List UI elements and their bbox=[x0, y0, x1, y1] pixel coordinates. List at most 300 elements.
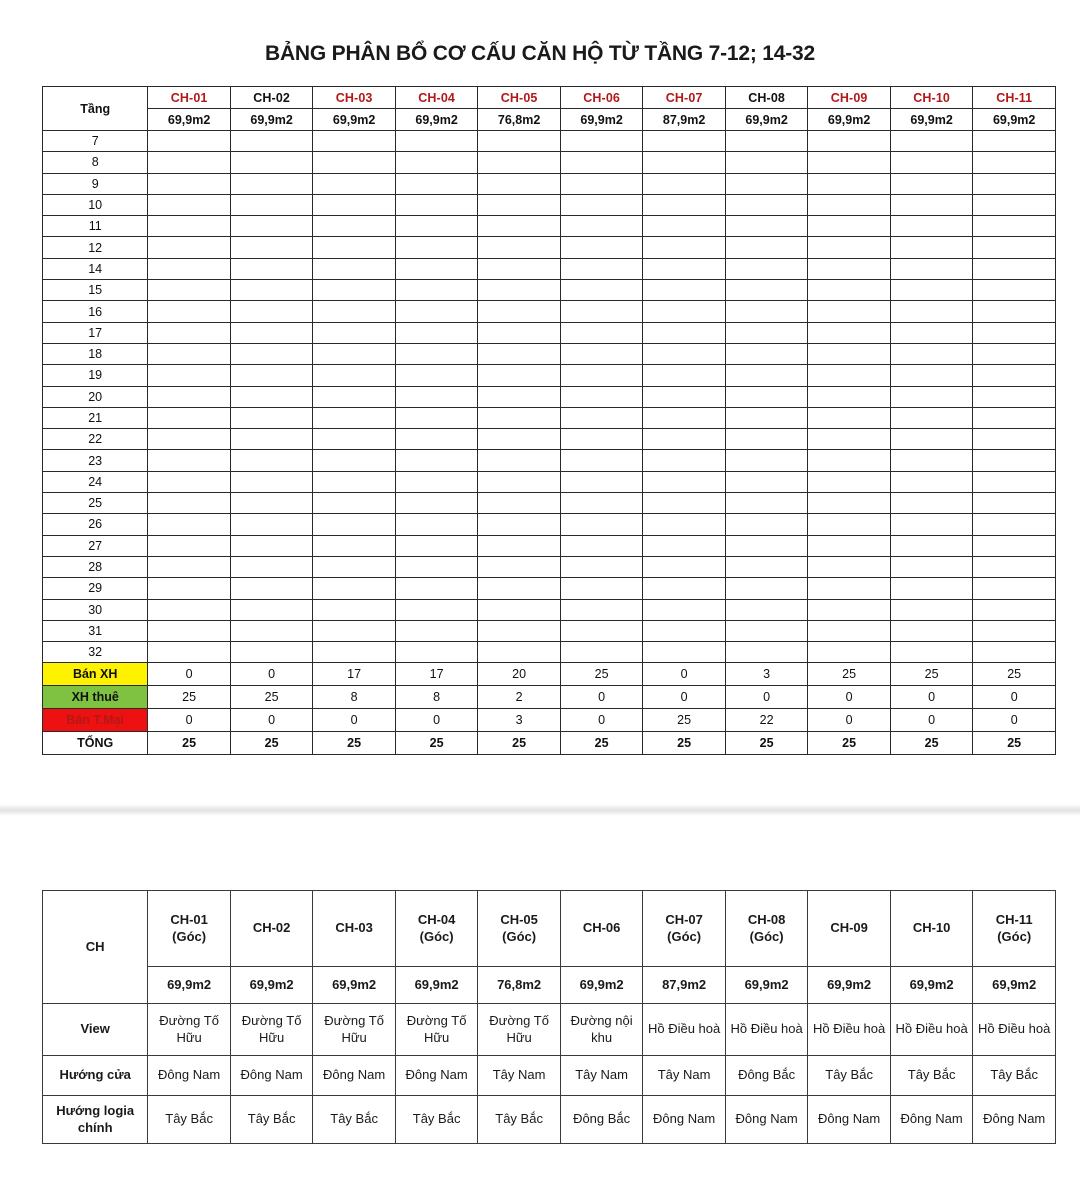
attr-code-text: CH-08 bbox=[747, 911, 786, 927]
column-area-ch-10: 69,9m2 bbox=[890, 109, 973, 131]
status-cell-ch-07-floor-14[interactable] bbox=[643, 258, 726, 279]
summary-value: 0 bbox=[808, 709, 891, 732]
status-cell-ch-10-floor-10[interactable] bbox=[890, 194, 973, 215]
status-cell-ch-03-floor-15[interactable] bbox=[313, 280, 396, 301]
status-cell-ch-02-floor-7[interactable] bbox=[230, 131, 313, 152]
status-cell-ch-11-floor-18[interactable] bbox=[973, 343, 1056, 364]
status-cell-ch-04-floor-24[interactable] bbox=[395, 471, 478, 492]
status-cell-ch-08-floor-12[interactable] bbox=[725, 237, 808, 258]
status-cell-ch-02-floor-27[interactable] bbox=[230, 535, 313, 556]
status-cell-ch-06-floor-25[interactable] bbox=[560, 493, 643, 514]
status-cell-ch-01-floor-17[interactable] bbox=[148, 322, 231, 343]
attr-logia-direction-ch-06: Đông Bắc bbox=[560, 1096, 643, 1144]
status-cell-ch-08-floor-15[interactable] bbox=[725, 280, 808, 301]
column-area-ch-09: 69,9m2 bbox=[808, 109, 891, 131]
table-row bbox=[43, 322, 1056, 343]
status-cell-ch-05-floor-21[interactable] bbox=[478, 407, 561, 428]
summary-label: TỔNG bbox=[43, 732, 148, 755]
status-cell-ch-07-floor-10[interactable] bbox=[643, 194, 726, 215]
status-cell-ch-06-floor-23[interactable] bbox=[560, 450, 643, 471]
status-cell-ch-05-floor-15[interactable] bbox=[478, 280, 561, 301]
status-cell-ch-04-floor-17[interactable] bbox=[395, 322, 478, 343]
status-cell-ch-07-floor-27[interactable] bbox=[643, 535, 726, 556]
status-cell-ch-02-floor-17[interactable] bbox=[230, 322, 313, 343]
status-cell-ch-08-floor-31[interactable] bbox=[725, 620, 808, 641]
status-cell-ch-01-floor-20[interactable] bbox=[148, 386, 231, 407]
status-cell-ch-03-floor-14[interactable] bbox=[313, 258, 396, 279]
status-cell-ch-10-floor-23[interactable] bbox=[890, 450, 973, 471]
status-cell-ch-10-floor-21[interactable] bbox=[890, 407, 973, 428]
status-cell-ch-10-floor-15[interactable] bbox=[890, 280, 973, 301]
status-cell-ch-01-floor-18[interactable] bbox=[148, 343, 231, 364]
status-cell-ch-11-floor-28[interactable] bbox=[973, 556, 1056, 577]
attr-column-header-ch-02 bbox=[230, 891, 313, 967]
status-cell-ch-06-floor-14[interactable] bbox=[560, 258, 643, 279]
status-cell-ch-05-floor-16[interactable] bbox=[478, 301, 561, 322]
status-cell-ch-01-floor-25[interactable] bbox=[148, 493, 231, 514]
status-cell-ch-08-floor-8[interactable] bbox=[725, 152, 808, 173]
status-cell-ch-05-floor-14[interactable] bbox=[478, 258, 561, 279]
status-cell-ch-02-floor-30[interactable] bbox=[230, 599, 313, 620]
status-cell-ch-09-floor-24[interactable] bbox=[808, 471, 891, 492]
status-cell-ch-08-floor-11[interactable] bbox=[725, 216, 808, 237]
status-cell-ch-02-floor-21[interactable] bbox=[230, 407, 313, 428]
status-cell-ch-09-floor-18[interactable] bbox=[808, 343, 891, 364]
status-cell-ch-09-floor-10[interactable] bbox=[808, 194, 891, 215]
status-cell-ch-11-floor-17[interactable] bbox=[973, 322, 1056, 343]
status-cell-ch-06-floor-31[interactable] bbox=[560, 620, 643, 641]
status-cell-ch-02-floor-18[interactable] bbox=[230, 343, 313, 364]
status-cell-ch-04-floor-15[interactable] bbox=[395, 280, 478, 301]
status-cell-ch-10-floor-20[interactable] bbox=[890, 386, 973, 407]
status-cell-ch-02-floor-22[interactable] bbox=[230, 429, 313, 450]
status-cell-ch-11-floor-9[interactable] bbox=[973, 173, 1056, 194]
status-cell-ch-06-floor-17[interactable] bbox=[560, 322, 643, 343]
status-cell-ch-08-floor-7[interactable] bbox=[725, 131, 808, 152]
status-cell-ch-06-floor-22[interactable] bbox=[560, 429, 643, 450]
status-cell-ch-07-floor-17[interactable] bbox=[643, 322, 726, 343]
status-cell-ch-10-floor-29[interactable] bbox=[890, 578, 973, 599]
status-cell-ch-02-floor-20[interactable] bbox=[230, 386, 313, 407]
status-cell-ch-07-floor-26[interactable] bbox=[643, 514, 726, 535]
status-cell-ch-01-floor-10[interactable] bbox=[148, 194, 231, 215]
status-cell-ch-07-floor-23[interactable] bbox=[643, 450, 726, 471]
status-cell-ch-03-floor-23[interactable] bbox=[313, 450, 396, 471]
status-cell-ch-02-floor-14[interactable] bbox=[230, 258, 313, 279]
status-cell-ch-06-floor-8[interactable] bbox=[560, 152, 643, 173]
column-header-ch-10: CH-10 bbox=[890, 87, 973, 109]
status-cell-ch-08-floor-14[interactable] bbox=[725, 258, 808, 279]
status-cell-ch-05-floor-20[interactable] bbox=[478, 386, 561, 407]
status-cell-ch-11-floor-7[interactable] bbox=[973, 131, 1056, 152]
status-cell-ch-04-floor-27[interactable] bbox=[395, 535, 478, 556]
status-cell-ch-08-floor-23[interactable] bbox=[725, 450, 808, 471]
status-cell-ch-08-floor-18[interactable] bbox=[725, 343, 808, 364]
status-cell-ch-06-floor-27[interactable] bbox=[560, 535, 643, 556]
status-cell-ch-01-floor-21[interactable] bbox=[148, 407, 231, 428]
status-cell-ch-02-floor-26[interactable] bbox=[230, 514, 313, 535]
status-cell-ch-10-floor-27[interactable] bbox=[890, 535, 973, 556]
status-cell-ch-10-floor-16[interactable] bbox=[890, 301, 973, 322]
status-cell-ch-07-floor-21[interactable] bbox=[643, 407, 726, 428]
status-cell-ch-05-floor-25[interactable] bbox=[478, 493, 561, 514]
status-cell-ch-03-floor-17[interactable] bbox=[313, 322, 396, 343]
status-cell-ch-05-floor-19[interactable] bbox=[478, 365, 561, 386]
table-row bbox=[43, 642, 1056, 663]
status-cell-ch-05-floor-22[interactable] bbox=[478, 429, 561, 450]
status-cell-ch-08-floor-21[interactable] bbox=[725, 407, 808, 428]
status-cell-ch-09-floor-9[interactable] bbox=[808, 173, 891, 194]
status-cell-ch-10-floor-18[interactable] bbox=[890, 343, 973, 364]
status-cell-ch-09-floor-14[interactable] bbox=[808, 258, 891, 279]
status-cell-ch-01-floor-7[interactable] bbox=[148, 131, 231, 152]
status-cell-ch-01-floor-22[interactable] bbox=[148, 429, 231, 450]
status-cell-ch-08-floor-17[interactable] bbox=[725, 322, 808, 343]
status-cell-ch-05-floor-24[interactable] bbox=[478, 471, 561, 492]
status-cell-ch-03-floor-7[interactable] bbox=[313, 131, 396, 152]
status-cell-ch-01-floor-9[interactable] bbox=[148, 173, 231, 194]
status-cell-ch-11-floor-26[interactable] bbox=[973, 514, 1056, 535]
status-cell-ch-04-floor-30[interactable] bbox=[395, 599, 478, 620]
status-cell-ch-04-floor-19[interactable] bbox=[395, 365, 478, 386]
status-cell-ch-01-floor-16[interactable] bbox=[148, 301, 231, 322]
status-cell-ch-06-floor-20[interactable] bbox=[560, 386, 643, 407]
status-cell-ch-05-floor-26[interactable] bbox=[478, 514, 561, 535]
status-cell-ch-06-floor-11[interactable] bbox=[560, 216, 643, 237]
status-cell-ch-05-floor-32[interactable] bbox=[478, 642, 561, 663]
status-cell-ch-02-floor-28[interactable] bbox=[230, 556, 313, 577]
status-cell-ch-11-floor-20[interactable] bbox=[973, 386, 1056, 407]
status-cell-ch-08-floor-30[interactable] bbox=[725, 599, 808, 620]
status-cell-ch-08-floor-19[interactable] bbox=[725, 365, 808, 386]
status-cell-ch-03-floor-18[interactable] bbox=[313, 343, 396, 364]
status-cell-ch-11-floor-16[interactable] bbox=[973, 301, 1056, 322]
status-cell-ch-02-floor-25[interactable] bbox=[230, 493, 313, 514]
status-cell-ch-05-floor-31[interactable] bbox=[478, 620, 561, 641]
status-cell-ch-09-floor-28[interactable] bbox=[808, 556, 891, 577]
status-cell-ch-04-floor-18[interactable] bbox=[395, 343, 478, 364]
status-cell-ch-09-floor-16[interactable] bbox=[808, 301, 891, 322]
status-cell-ch-11-floor-12[interactable] bbox=[973, 237, 1056, 258]
status-cell-ch-01-floor-29[interactable] bbox=[148, 578, 231, 599]
status-cell-ch-09-floor-15[interactable] bbox=[808, 280, 891, 301]
status-cell-ch-11-floor-25[interactable] bbox=[973, 493, 1056, 514]
status-cell-ch-09-floor-32[interactable] bbox=[808, 642, 891, 663]
status-cell-ch-04-floor-21[interactable] bbox=[395, 407, 478, 428]
status-cell-ch-08-floor-22[interactable] bbox=[725, 429, 808, 450]
status-cell-ch-06-floor-30[interactable] bbox=[560, 599, 643, 620]
status-cell-ch-08-floor-9[interactable] bbox=[725, 173, 808, 194]
status-cell-ch-07-floor-20[interactable] bbox=[643, 386, 726, 407]
status-cell-ch-01-floor-28[interactable] bbox=[148, 556, 231, 577]
status-cell-ch-04-floor-20[interactable] bbox=[395, 386, 478, 407]
status-cell-ch-07-floor-24[interactable] bbox=[643, 471, 726, 492]
status-cell-ch-09-floor-23[interactable] bbox=[808, 450, 891, 471]
status-cell-ch-11-floor-24[interactable] bbox=[973, 471, 1056, 492]
status-cell-ch-11-floor-27[interactable] bbox=[973, 535, 1056, 556]
status-cell-ch-05-floor-8[interactable] bbox=[478, 152, 561, 173]
status-cell-ch-05-floor-17[interactable] bbox=[478, 322, 561, 343]
status-cell-ch-09-floor-19[interactable] bbox=[808, 365, 891, 386]
status-cell-ch-04-floor-12[interactable] bbox=[395, 237, 478, 258]
status-cell-ch-07-floor-32[interactable] bbox=[643, 642, 726, 663]
status-cell-ch-06-floor-32[interactable] bbox=[560, 642, 643, 663]
status-cell-ch-08-floor-27[interactable] bbox=[725, 535, 808, 556]
status-cell-ch-11-floor-10[interactable] bbox=[973, 194, 1056, 215]
status-cell-ch-06-floor-15[interactable] bbox=[560, 280, 643, 301]
status-cell-ch-10-floor-17[interactable] bbox=[890, 322, 973, 343]
status-cell-ch-03-floor-22[interactable] bbox=[313, 429, 396, 450]
status-cell-ch-10-floor-30[interactable] bbox=[890, 599, 973, 620]
status-cell-ch-06-floor-16[interactable] bbox=[560, 301, 643, 322]
status-cell-ch-04-floor-8[interactable] bbox=[395, 152, 478, 173]
status-cell-ch-02-floor-29[interactable] bbox=[230, 578, 313, 599]
status-cell-ch-09-floor-22[interactable] bbox=[808, 429, 891, 450]
status-cell-ch-10-floor-12[interactable] bbox=[890, 237, 973, 258]
status-cell-ch-07-floor-7[interactable] bbox=[643, 131, 726, 152]
status-cell-ch-03-floor-20[interactable] bbox=[313, 386, 396, 407]
status-cell-ch-06-floor-18[interactable] bbox=[560, 343, 643, 364]
status-cell-ch-04-floor-23[interactable] bbox=[395, 450, 478, 471]
status-cell-ch-03-floor-30[interactable] bbox=[313, 599, 396, 620]
status-cell-ch-08-floor-32[interactable] bbox=[725, 642, 808, 663]
status-cell-ch-09-floor-17[interactable] bbox=[808, 322, 891, 343]
status-cell-ch-03-floor-11[interactable] bbox=[313, 216, 396, 237]
status-cell-ch-01-floor-12[interactable] bbox=[148, 237, 231, 258]
status-cell-ch-09-floor-29[interactable] bbox=[808, 578, 891, 599]
status-cell-ch-01-floor-11[interactable] bbox=[148, 216, 231, 237]
status-cell-ch-07-floor-19[interactable] bbox=[643, 365, 726, 386]
status-cell-ch-02-floor-15[interactable] bbox=[230, 280, 313, 301]
status-cell-ch-10-floor-8[interactable] bbox=[890, 152, 973, 173]
summary-label: XH thuê bbox=[43, 686, 148, 709]
status-cell-ch-11-floor-22[interactable] bbox=[973, 429, 1056, 450]
status-cell-ch-02-floor-16[interactable] bbox=[230, 301, 313, 322]
status-cell-ch-05-floor-12[interactable] bbox=[478, 237, 561, 258]
status-cell-ch-09-floor-27[interactable] bbox=[808, 535, 891, 556]
status-cell-ch-07-floor-12[interactable] bbox=[643, 237, 726, 258]
status-cell-ch-03-floor-28[interactable] bbox=[313, 556, 396, 577]
status-cell-ch-08-floor-16[interactable] bbox=[725, 301, 808, 322]
status-cell-ch-03-floor-21[interactable] bbox=[313, 407, 396, 428]
status-cell-ch-02-floor-12[interactable] bbox=[230, 237, 313, 258]
attr-code-text: CH-07 bbox=[665, 911, 703, 927]
status-cell-ch-04-floor-31[interactable] bbox=[395, 620, 478, 641]
status-cell-ch-10-floor-28[interactable] bbox=[890, 556, 973, 577]
table-row bbox=[43, 620, 1056, 641]
column-area-ch-05: 76,8m2 bbox=[478, 109, 561, 131]
status-cell-ch-04-floor-11[interactable] bbox=[395, 216, 478, 237]
status-cell-ch-03-floor-12[interactable] bbox=[313, 237, 396, 258]
summary-value: 0 bbox=[643, 686, 726, 709]
status-cell-ch-05-floor-9[interactable] bbox=[478, 173, 561, 194]
status-cell-ch-05-floor-27[interactable] bbox=[478, 535, 561, 556]
status-cell-ch-11-floor-32[interactable] bbox=[973, 642, 1056, 663]
status-cell-ch-03-floor-9[interactable] bbox=[313, 173, 396, 194]
status-cell-ch-10-floor-22[interactable] bbox=[890, 429, 973, 450]
status-cell-ch-03-floor-27[interactable] bbox=[313, 535, 396, 556]
status-cell-ch-09-floor-20[interactable] bbox=[808, 386, 891, 407]
status-cell-ch-05-floor-10[interactable] bbox=[478, 194, 561, 215]
attr-row-area bbox=[43, 967, 1056, 1004]
status-cell-ch-03-floor-26[interactable] bbox=[313, 514, 396, 535]
status-cell-ch-04-floor-32[interactable] bbox=[395, 642, 478, 663]
status-cell-ch-03-floor-25[interactable] bbox=[313, 493, 396, 514]
status-cell-ch-06-floor-29[interactable] bbox=[560, 578, 643, 599]
status-cell-ch-11-floor-14[interactable] bbox=[973, 258, 1056, 279]
status-cell-ch-04-floor-29[interactable] bbox=[395, 578, 478, 599]
status-cell-ch-09-floor-12[interactable] bbox=[808, 237, 891, 258]
status-cell-ch-01-floor-31[interactable] bbox=[148, 620, 231, 641]
status-cell-ch-10-floor-19[interactable] bbox=[890, 365, 973, 386]
status-cell-ch-06-floor-21[interactable] bbox=[560, 407, 643, 428]
status-cell-ch-10-floor-14[interactable] bbox=[890, 258, 973, 279]
status-cell-ch-10-floor-25[interactable] bbox=[890, 493, 973, 514]
status-cell-ch-01-floor-14[interactable] bbox=[148, 258, 231, 279]
status-cell-ch-05-floor-11[interactable] bbox=[478, 216, 561, 237]
status-cell-ch-09-floor-11[interactable] bbox=[808, 216, 891, 237]
status-cell-ch-09-floor-30[interactable] bbox=[808, 599, 891, 620]
status-cell-ch-10-floor-32[interactable] bbox=[890, 642, 973, 663]
apartment-allocation-table bbox=[42, 86, 1056, 755]
status-cell-ch-10-floor-7[interactable] bbox=[890, 131, 973, 152]
status-cell-ch-05-floor-28[interactable] bbox=[478, 556, 561, 577]
status-cell-ch-06-floor-19[interactable] bbox=[560, 365, 643, 386]
status-cell-ch-11-floor-29[interactable] bbox=[973, 578, 1056, 599]
status-cell-ch-04-floor-22[interactable] bbox=[395, 429, 478, 450]
status-cell-ch-11-floor-19[interactable] bbox=[973, 365, 1056, 386]
status-cell-ch-11-floor-31[interactable] bbox=[973, 620, 1056, 641]
table-row bbox=[43, 343, 1056, 364]
status-cell-ch-09-floor-25[interactable] bbox=[808, 493, 891, 514]
status-cell-ch-04-floor-28[interactable] bbox=[395, 556, 478, 577]
status-cell-ch-09-floor-8[interactable] bbox=[808, 152, 891, 173]
status-cell-ch-07-floor-8[interactable] bbox=[643, 152, 726, 173]
column-header-ch-11: CH-11 bbox=[973, 87, 1056, 109]
status-cell-ch-06-floor-12[interactable] bbox=[560, 237, 643, 258]
status-cell-ch-08-floor-10[interactable] bbox=[725, 194, 808, 215]
attr-logia-direction-ch-08: Đông Nam bbox=[725, 1096, 808, 1144]
status-cell-ch-07-floor-16[interactable] bbox=[643, 301, 726, 322]
status-cell-ch-07-floor-11[interactable] bbox=[643, 216, 726, 237]
attr-label-huong-logia: Hướng logia chính bbox=[43, 1096, 148, 1144]
floor-number-cell: 18 bbox=[43, 343, 148, 364]
status-cell-ch-04-floor-25[interactable] bbox=[395, 493, 478, 514]
status-cell-ch-10-floor-31[interactable] bbox=[890, 620, 973, 641]
status-cell-ch-04-floor-14[interactable] bbox=[395, 258, 478, 279]
status-cell-ch-10-floor-11[interactable] bbox=[890, 216, 973, 237]
status-cell-ch-01-floor-15[interactable] bbox=[148, 280, 231, 301]
status-cell-ch-05-floor-7[interactable] bbox=[478, 131, 561, 152]
status-cell-ch-06-floor-28[interactable] bbox=[560, 556, 643, 577]
status-cell-ch-11-floor-8[interactable] bbox=[973, 152, 1056, 173]
status-cell-ch-09-floor-21[interactable] bbox=[808, 407, 891, 428]
status-cell-ch-07-floor-30[interactable] bbox=[643, 599, 726, 620]
status-cell-ch-08-floor-26[interactable] bbox=[725, 514, 808, 535]
status-cell-ch-06-floor-10[interactable] bbox=[560, 194, 643, 215]
status-cell-ch-05-floor-18[interactable] bbox=[478, 343, 561, 364]
status-cell-ch-02-floor-23[interactable] bbox=[230, 450, 313, 471]
status-cell-ch-07-floor-9[interactable] bbox=[643, 173, 726, 194]
summary-value: 8 bbox=[313, 686, 396, 709]
status-cell-ch-04-floor-7[interactable] bbox=[395, 131, 478, 152]
status-cell-ch-11-floor-11[interactable] bbox=[973, 216, 1056, 237]
status-cell-ch-05-floor-29[interactable] bbox=[478, 578, 561, 599]
status-cell-ch-10-floor-9[interactable] bbox=[890, 173, 973, 194]
status-cell-ch-03-floor-31[interactable] bbox=[313, 620, 396, 641]
status-cell-ch-06-floor-26[interactable] bbox=[560, 514, 643, 535]
status-cell-ch-07-floor-25[interactable] bbox=[643, 493, 726, 514]
status-cell-ch-07-floor-31[interactable] bbox=[643, 620, 726, 641]
summary-value: 25 bbox=[808, 663, 891, 686]
status-cell-ch-07-floor-22[interactable] bbox=[643, 429, 726, 450]
status-cell-ch-06-floor-7[interactable] bbox=[560, 131, 643, 152]
status-cell-ch-01-floor-8[interactable] bbox=[148, 152, 231, 173]
status-cell-ch-08-floor-24[interactable] bbox=[725, 471, 808, 492]
status-cell-ch-01-floor-19[interactable] bbox=[148, 365, 231, 386]
status-cell-ch-07-floor-15[interactable] bbox=[643, 280, 726, 301]
status-cell-ch-03-floor-24[interactable] bbox=[313, 471, 396, 492]
status-cell-ch-09-floor-31[interactable] bbox=[808, 620, 891, 641]
status-cell-ch-09-floor-7[interactable] bbox=[808, 131, 891, 152]
status-cell-ch-05-floor-23[interactable] bbox=[478, 450, 561, 471]
status-cell-ch-03-floor-32[interactable] bbox=[313, 642, 396, 663]
status-cell-ch-04-floor-16[interactable] bbox=[395, 301, 478, 322]
status-cell-ch-02-floor-10[interactable] bbox=[230, 194, 313, 215]
status-cell-ch-09-floor-26[interactable] bbox=[808, 514, 891, 535]
status-cell-ch-01-floor-27[interactable] bbox=[148, 535, 231, 556]
status-cell-ch-01-floor-24[interactable] bbox=[148, 471, 231, 492]
status-cell-ch-08-floor-28[interactable] bbox=[725, 556, 808, 577]
status-cell-ch-03-floor-29[interactable] bbox=[313, 578, 396, 599]
status-cell-ch-04-floor-10[interactable] bbox=[395, 194, 478, 215]
status-cell-ch-11-floor-21[interactable] bbox=[973, 407, 1056, 428]
status-cell-ch-02-floor-11[interactable] bbox=[230, 216, 313, 237]
status-cell-ch-05-floor-30[interactable] bbox=[478, 599, 561, 620]
status-cell-ch-06-floor-24[interactable] bbox=[560, 471, 643, 492]
status-cell-ch-08-floor-29[interactable] bbox=[725, 578, 808, 599]
status-cell-ch-01-floor-30[interactable] bbox=[148, 599, 231, 620]
status-cell-ch-03-floor-8[interactable] bbox=[313, 152, 396, 173]
status-cell-ch-03-floor-16[interactable] bbox=[313, 301, 396, 322]
attr-label-view: View bbox=[43, 1004, 148, 1056]
status-cell-ch-02-floor-24[interactable] bbox=[230, 471, 313, 492]
status-cell-ch-01-floor-26[interactable] bbox=[148, 514, 231, 535]
status-cell-ch-06-floor-9[interactable] bbox=[560, 173, 643, 194]
status-cell-ch-02-floor-8[interactable] bbox=[230, 152, 313, 173]
status-cell-ch-03-floor-19[interactable] bbox=[313, 365, 396, 386]
status-cell-ch-02-floor-9[interactable] bbox=[230, 173, 313, 194]
status-cell-ch-01-floor-23[interactable] bbox=[148, 450, 231, 471]
status-cell-ch-04-floor-26[interactable] bbox=[395, 514, 478, 535]
status-cell-ch-11-floor-23[interactable] bbox=[973, 450, 1056, 471]
status-cell-ch-04-floor-9[interactable] bbox=[395, 173, 478, 194]
status-cell-ch-10-floor-24[interactable] bbox=[890, 471, 973, 492]
status-cell-ch-10-floor-26[interactable] bbox=[890, 514, 973, 535]
status-cell-ch-03-floor-10[interactable] bbox=[313, 194, 396, 215]
status-cell-ch-08-floor-20[interactable] bbox=[725, 386, 808, 407]
status-cell-ch-11-floor-15[interactable] bbox=[973, 280, 1056, 301]
status-cell-ch-08-floor-25[interactable] bbox=[725, 493, 808, 514]
status-cell-ch-11-floor-30[interactable] bbox=[973, 599, 1056, 620]
status-cell-ch-07-floor-29[interactable] bbox=[643, 578, 726, 599]
status-cell-ch-02-floor-19[interactable] bbox=[230, 365, 313, 386]
status-cell-ch-02-floor-31[interactable] bbox=[230, 620, 313, 641]
status-cell-ch-07-floor-28[interactable] bbox=[643, 556, 726, 577]
status-cell-ch-02-floor-32[interactable] bbox=[230, 642, 313, 663]
status-cell-ch-07-floor-18[interactable] bbox=[643, 343, 726, 364]
status-cell-ch-01-floor-32[interactable] bbox=[148, 642, 231, 663]
